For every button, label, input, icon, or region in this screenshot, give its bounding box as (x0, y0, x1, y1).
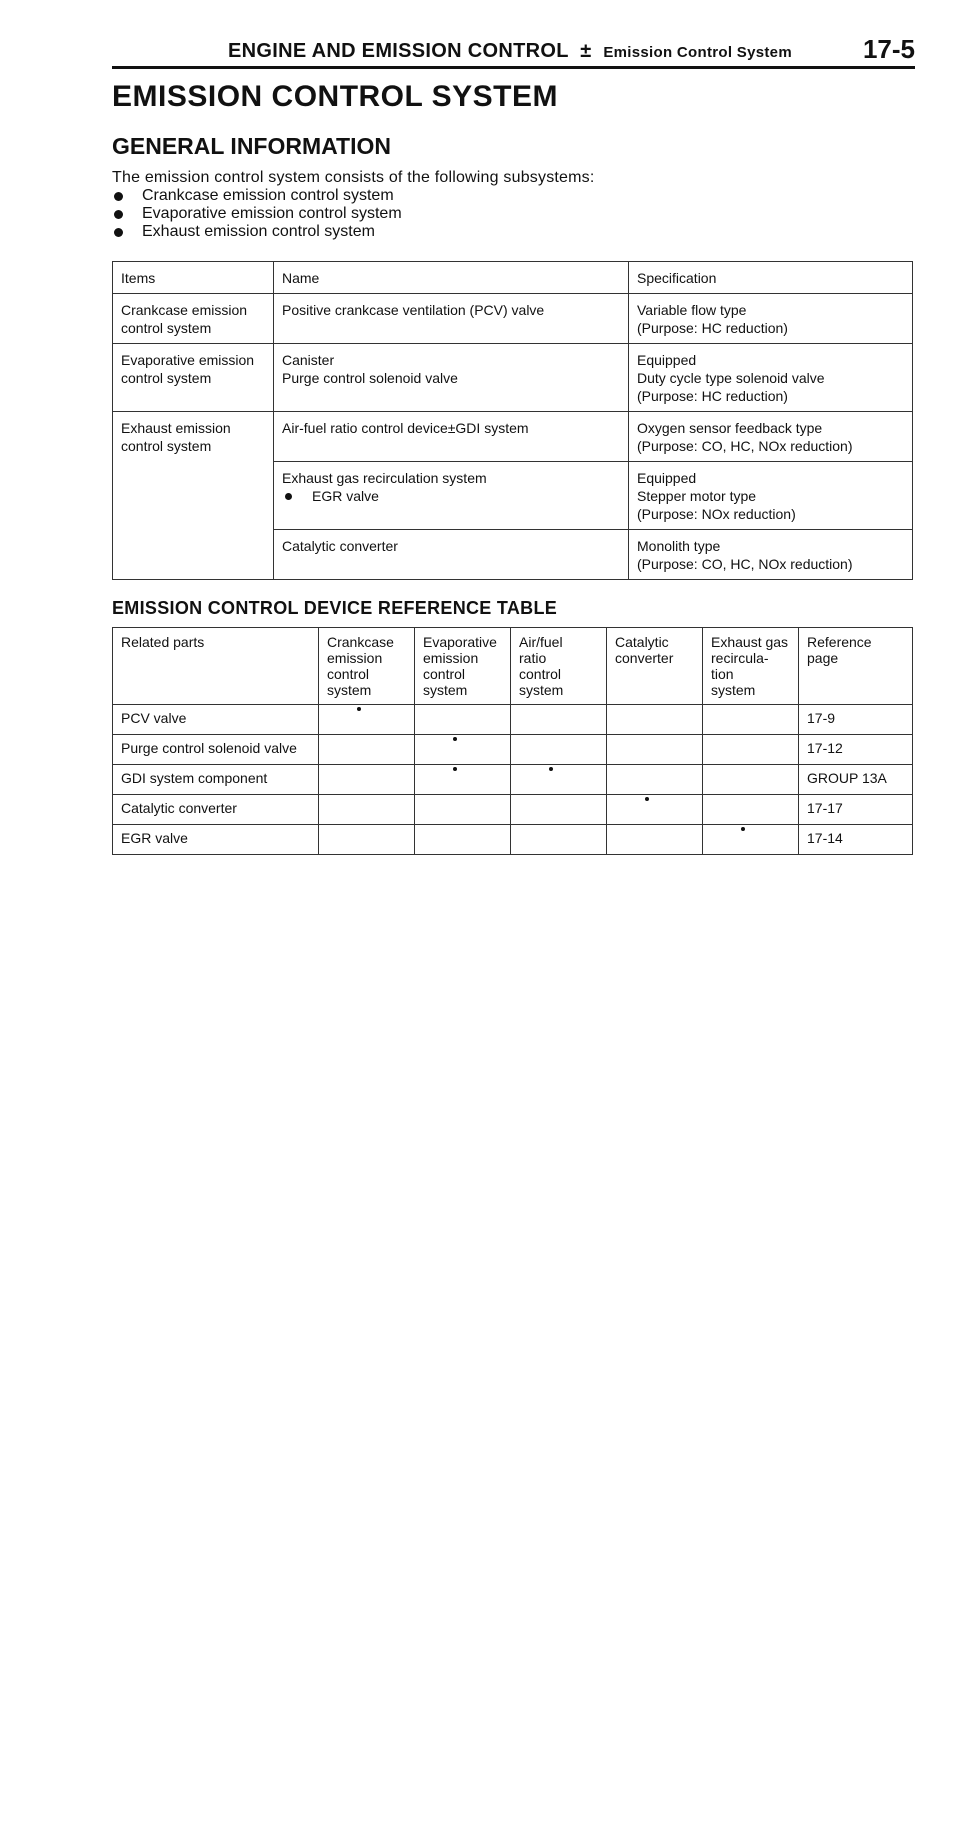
applicable-mark (453, 737, 457, 741)
column-header (415, 628, 511, 705)
header-separator: ± (580, 40, 592, 62)
header-line: Air/fuel (519, 634, 563, 650)
spec-cell (629, 412, 913, 462)
subsystem-list (112, 187, 402, 241)
column-header (703, 628, 799, 705)
header-line: control (327, 666, 370, 682)
spec-line: Monolith type (637, 538, 721, 554)
column-header (511, 628, 607, 705)
table-row (113, 294, 913, 344)
spec-line: (Purpose: NOx reduction) (637, 506, 796, 522)
mark-cell (607, 825, 703, 855)
reference-cell: 17-14 (799, 825, 913, 855)
spec-line: Oxygen sensor feedback type (637, 420, 823, 436)
list-item: Evaporative emission control system (112, 205, 402, 223)
header-line: control (519, 666, 562, 682)
table-row (113, 344, 913, 412)
main-title: EMISSION CONTROL SYSTEM (112, 80, 558, 113)
item-cell: Evaporative emission control system (113, 344, 274, 412)
header-line: emission (327, 650, 383, 666)
mark-cell (511, 705, 607, 735)
part-cell: EGR valve (113, 825, 319, 855)
spec-line: Variable flow type (637, 302, 747, 318)
header-line: converter (615, 650, 674, 666)
name-cell: Catalytic converter (274, 530, 629, 580)
reference-cell: 17-12 (799, 735, 913, 765)
mark-cell (703, 705, 799, 735)
mark-cell (607, 765, 703, 795)
spec-line: (Purpose: CO, HC, NOx reduction) (637, 556, 853, 572)
mark-cell (319, 825, 415, 855)
mark-cell (607, 735, 703, 765)
applicable-mark (357, 707, 361, 711)
column-header: Specification (629, 262, 913, 294)
column-header: Name (274, 262, 629, 294)
header-line: Crankcase (327, 634, 394, 650)
reference-table-title: EMISSION CONTROL DEVICE REFERENCE TABLE (112, 598, 558, 618)
mark-cell (511, 825, 607, 855)
mark-cell (607, 705, 703, 735)
mark-cell (415, 825, 511, 855)
header-title-line (228, 40, 792, 63)
header-line: emission (423, 650, 479, 666)
header-line: page (807, 650, 839, 666)
intro-text: The emission control system consists of the following subsystems: (112, 169, 595, 186)
spec-line: Equipped (637, 470, 697, 486)
header-line: system (519, 682, 564, 698)
name-bullet: EGR valve (282, 487, 620, 505)
applicable-mark (453, 767, 457, 771)
mark-cell (319, 765, 415, 795)
mark-cell (511, 795, 607, 825)
reference-rows (113, 705, 913, 855)
header-line: control (423, 666, 466, 682)
table-header-row (113, 628, 913, 705)
name-cell: Air-fuel ratio control device±GDI system (274, 412, 629, 462)
header-line: tion (711, 666, 734, 682)
mark-cell (415, 705, 511, 735)
table-row (113, 412, 913, 462)
header-line: recircula- (711, 650, 769, 666)
spec-table (112, 261, 913, 580)
header-subtitle: Emission Control System (603, 44, 792, 61)
header-line: Exhaust gas (711, 634, 789, 650)
table-row (113, 825, 913, 855)
mark-cell (319, 705, 415, 735)
applicable-mark (741, 827, 745, 831)
part-cell: Purge control solenoid valve (113, 735, 319, 765)
table-header-row (113, 262, 913, 294)
column-header (607, 628, 703, 705)
reference-table (112, 627, 913, 855)
header-line: system (711, 682, 756, 698)
table-row (113, 795, 913, 825)
list-item: Exhaust emission control system (112, 223, 402, 241)
item-cell: Crankcase emission control system (113, 294, 274, 344)
spec-cell (629, 294, 913, 344)
header-line: system (327, 682, 372, 698)
name-line: Canister (282, 352, 335, 368)
table-row (113, 705, 913, 735)
spec-line: (Purpose: HC reduction) (637, 388, 788, 404)
part-cell: Catalytic converter (113, 795, 319, 825)
mark-cell (607, 795, 703, 825)
mark-cell (415, 795, 511, 825)
column-header: Related parts (113, 628, 319, 705)
name-cell (274, 344, 629, 412)
column-header: Items (113, 262, 274, 294)
name-cell: Positive crankcase ventilation (PCV) valve (274, 294, 629, 344)
mark-cell (319, 735, 415, 765)
table-row (113, 765, 913, 795)
mark-cell (703, 765, 799, 795)
part-cell: PCV valve (113, 705, 319, 735)
spec-line: Equipped (637, 352, 697, 368)
mark-cell (415, 735, 511, 765)
part-cell: GDI system component (113, 765, 319, 795)
mark-cell (511, 765, 607, 795)
table-row (113, 735, 913, 765)
reference-cell: GROUP 13A (799, 765, 913, 795)
page-number: 17-5 (862, 34, 915, 64)
header-line: Reference (807, 634, 872, 650)
header-title: ENGINE AND EMISSION CONTROL (228, 40, 569, 62)
spec-line: (Purpose: CO, HC, NOx reduction) (637, 438, 853, 454)
name-cell (274, 462, 629, 530)
spec-cell (629, 462, 913, 530)
column-header (319, 628, 415, 705)
page-header (112, 34, 915, 69)
spec-line: Duty cycle type solenoid valve (637, 370, 825, 386)
name-line: Exhaust gas recirculation system (282, 470, 487, 486)
spec-cell (629, 530, 913, 580)
applicable-mark (645, 797, 649, 801)
list-item: Crankcase emission control system (112, 187, 402, 205)
header-line: Catalytic (615, 634, 669, 650)
applicable-mark (549, 767, 553, 771)
mark-cell (319, 795, 415, 825)
reference-cell: 17-9 (799, 705, 913, 735)
item-cell: Exhaust emission control system (113, 412, 274, 580)
spec-line: (Purpose: HC reduction) (637, 320, 788, 336)
header-line: ratio (519, 650, 547, 666)
mark-cell (703, 795, 799, 825)
mark-cell (415, 765, 511, 795)
column-header (799, 628, 913, 705)
section-title: GENERAL INFORMATION (112, 133, 391, 159)
mark-cell (703, 735, 799, 765)
spec-line: Stepper motor type (637, 488, 757, 504)
mark-cell (703, 825, 799, 855)
spec-cell (629, 344, 913, 412)
reference-cell: 17-17 (799, 795, 913, 825)
header-line: Evaporative (423, 634, 497, 650)
name-line: Purge control solenoid valve (282, 370, 458, 386)
mark-cell (511, 735, 607, 765)
header-line: system (423, 682, 468, 698)
